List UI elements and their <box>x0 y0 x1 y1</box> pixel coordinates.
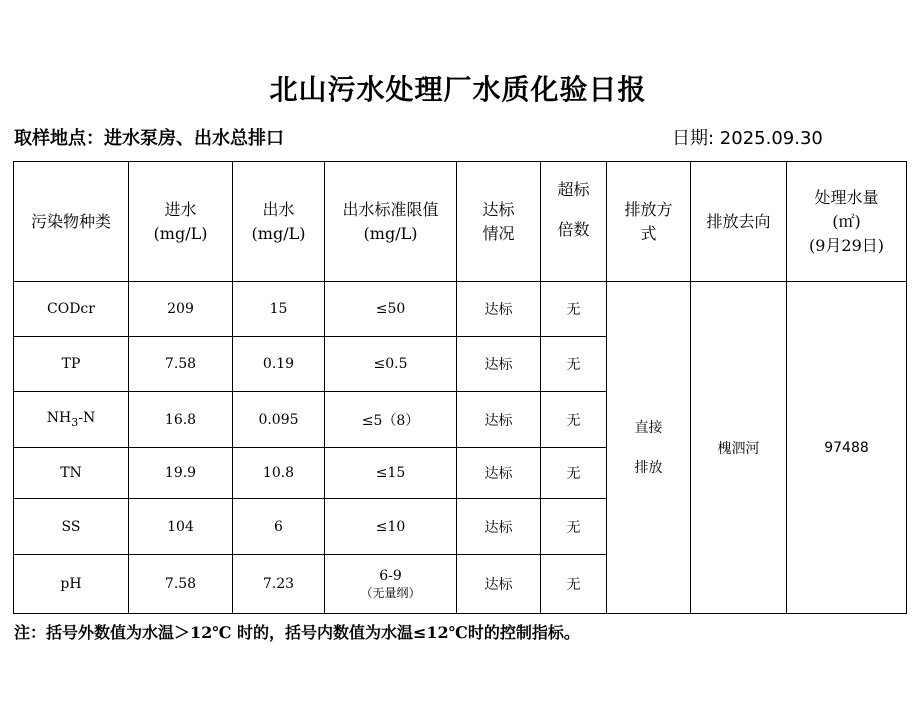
inflow-value: 19.9 <box>129 448 233 499</box>
status-value: 达标 <box>457 282 541 337</box>
exceed-value: 无 <box>541 555 607 614</box>
outflow-value: 10.8 <box>233 448 325 499</box>
pollutant-name: SS <box>14 499 129 555</box>
inflow-value: 7.58 <box>129 337 233 392</box>
limit-value-note: （无量纲） <box>360 585 421 600</box>
limit-value-main: 6-9 <box>379 567 402 584</box>
status-value: 达标 <box>457 555 541 614</box>
header-pollutant <box>14 162 129 282</box>
report-date: 日期: 2025.09.30 <box>672 128 823 149</box>
table-row <box>14 282 907 337</box>
discharge-method-line1: 直接 <box>634 419 663 436</box>
header-volume <box>787 162 907 282</box>
header-compliance-line2: 情况 <box>482 223 515 243</box>
report-title: 北山污水处理厂水质化验日报 <box>269 73 647 106</box>
header-discharge-dest <box>691 162 787 282</box>
header-volume-label: 处理水量 <box>814 187 879 207</box>
header-exceed <box>541 162 607 282</box>
header-outflow-unit: (mg/L) <box>251 223 306 243</box>
discharge-destination: 槐泗河 <box>691 282 787 614</box>
limit-value <box>325 555 457 614</box>
pollutant-name: TN <box>14 448 129 499</box>
limit-value: ≤0.5 <box>325 337 457 392</box>
header-row <box>14 162 907 282</box>
limit-value: ≤5（8） <box>325 392 457 448</box>
exceed-value: 无 <box>541 392 607 448</box>
header-limit-unit: (mg/L) <box>363 223 418 243</box>
outflow-value: 0.095 <box>233 392 325 448</box>
water-quality-table <box>13 161 907 614</box>
status-value: 达标 <box>457 448 541 499</box>
exceed-value: 无 <box>541 448 607 499</box>
pollutant-name-subscript: 3 <box>71 415 79 429</box>
header-volume-unit: (㎡) <box>832 211 861 231</box>
pollutant-name: TP <box>14 337 129 392</box>
header-discharge-method <box>607 162 691 282</box>
discharge-method <box>607 282 691 614</box>
status-value: 达标 <box>457 337 541 392</box>
inflow-value: 16.8 <box>129 392 233 448</box>
limit-value: ≤15 <box>325 448 457 499</box>
inflow-value: 104 <box>129 499 233 555</box>
pollutant-name: pH <box>14 555 129 614</box>
limit-value: ≤50 <box>325 282 457 337</box>
status-value: 达标 <box>457 392 541 448</box>
pollutant-name: CODcr <box>14 282 129 337</box>
header-volume-date: (9月29日) <box>808 235 885 255</box>
header-inflow <box>129 162 233 282</box>
header-inflow-unit: (mg/L) <box>153 223 208 243</box>
footnote: 注：括号外数值为水温＞12℃ 时的，括号内数值为水温≤12℃时的控制指标。 <box>14 623 580 642</box>
header-discharge-method-line1: 排放方 <box>624 199 673 219</box>
outflow-value: 15 <box>233 282 325 337</box>
header-exceed-line1: 超标 <box>557 180 590 199</box>
treated-volume: 97488 <box>787 282 907 614</box>
outflow-value: 7.23 <box>233 555 325 614</box>
header-outflow <box>233 162 325 282</box>
inflow-value: 209 <box>129 282 233 337</box>
header-outflow-label: 出水 <box>262 199 295 219</box>
discharge-method-line2: 排放 <box>634 459 663 476</box>
status-value: 达标 <box>457 499 541 555</box>
inflow-value: 7.58 <box>129 555 233 614</box>
pollutant-name <box>14 392 129 448</box>
outflow-value: 6 <box>233 499 325 555</box>
exceed-value: 无 <box>541 337 607 392</box>
limit-value: ≤10 <box>325 499 457 555</box>
outflow-value: 0.19 <box>233 337 325 392</box>
header-discharge-dest-label: 排放去向 <box>706 211 771 231</box>
header-limit-label: 出水标准限值 <box>342 199 439 219</box>
header-inflow-label: 进水 <box>164 199 197 219</box>
pollutant-name-base: NH <box>46 410 72 427</box>
header-exceed-line2: 倍数 <box>557 220 590 239</box>
exceed-value: 无 <box>541 499 607 555</box>
header-pollutant-label: 污染物种类 <box>30 211 111 231</box>
exceed-value: 无 <box>541 282 607 337</box>
header-limit <box>325 162 457 282</box>
header-compliance-line1: 达标 <box>482 199 515 219</box>
header-discharge-method-line2: 式 <box>640 223 657 243</box>
header-compliance <box>457 162 541 282</box>
pollutant-name-suffix: -N <box>78 410 96 427</box>
sampling-site: 取样地点：进水泵房、出水总排口 <box>14 128 284 149</box>
